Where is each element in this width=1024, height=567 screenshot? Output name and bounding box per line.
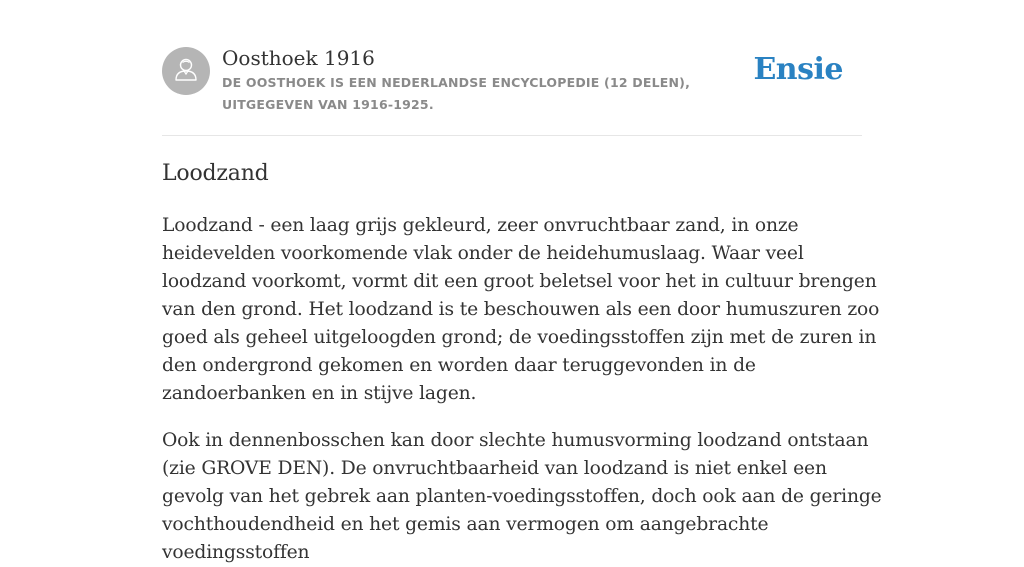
article-title: Loodzand — [162, 161, 269, 186]
source-name[interactable]: Oosthoek 1916 — [222, 46, 375, 70]
source-description: DE OOSTHOEK IS EEN NEDERLANDSE ENCYCLOPEDIE (12 DELEN), UITGEGEVEN VAN 1916-1925. — [222, 75, 691, 112]
brand-logo[interactable]: Ensie — [753, 52, 843, 87]
divider — [162, 135, 862, 136]
article-paragraph: Loodzand - een laag grijs gekleurd, zeer onvruchtbaar zand, in onze heidevelden voorkomende vlak onder de heidehumuslaag. Waar veel loodzand voorkomt, vormt dit een groot beletsel voor het in cultuur brengen van den grond. Het loodzand is te beschouwen als een door humuszuren zoo goed als geheel uitgeloogden grond; de voedingsstoffen zijn met de zuren in den ondergrond gekomen en worden daar teruggevonden in de zandoerbanken en in stijve lagen. — [162, 215, 880, 404]
article — [162, 158, 882, 567]
avatar[interactable] — [162, 47, 210, 95]
source-header — [162, 45, 862, 135]
user-icon — [171, 54, 201, 89]
article-paragraph: Ook in dennenbosschen kan door slechte humusvorming loodzand ontstaan (zie GROVE DEN). De onvruchtbaarheid van loodzand is niet enkel een gevolg van het gebrek aan planten-voedingsstoffen, doch ook aan de geringe vochthoudendheid en het gemis aan vermogen om aangebrachte voedingsstoffen — [162, 430, 882, 563]
